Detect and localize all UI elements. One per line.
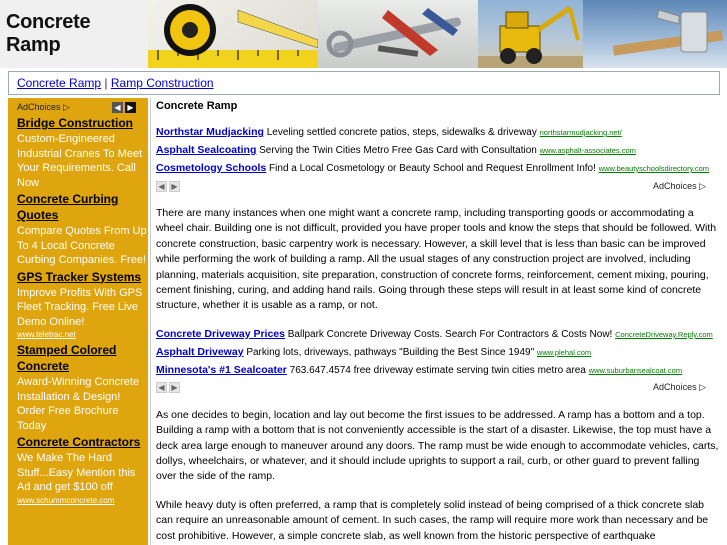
column-divider: [150, 98, 151, 545]
tape-measure-image: [148, 0, 318, 68]
sidebar-ad-text: Award-Winning Concrete Installation & Design! Order Free Brochure Today: [17, 376, 140, 432]
header: [0, 0, 727, 68]
sidebar-ad-url[interactable]: www.teletrac.net: [17, 330, 76, 339]
adchoices-bar: [17, 100, 148, 114]
ad-block-footer: [156, 179, 720, 193]
sidebar-ad-title[interactable]: Concrete Contractors: [17, 435, 141, 449]
sidebar-ad-1: [17, 115, 148, 190]
breadcrumb: [8, 71, 720, 95]
text-ad-url[interactable]: ConcreteDriveway.Reply.com: [615, 329, 713, 339]
wrench-tools-image: [318, 0, 478, 68]
text-ad-title[interactable]: Cosmetology Schools: [156, 162, 267, 174]
ad-nav: [156, 382, 180, 393]
article-paragraph: As one decides to begin, location and lay out become the first issues to be addressed. A ramp has a bottom and a top. Building a ramp with a bottom that is not conveniently accessible is the start of a disaster. Likewise, the top must have a deck area large enough to maneuver around any doors. The ramp must be wide enough to accommodate vehicles, carts, dollys, wheelchairs, or whatever, and it should include uprights to support a rail, curb, or other guard to prevent falling over the side of the ramp.: [156, 408, 719, 483]
text-ad: [156, 346, 720, 359]
text-ad: [156, 162, 720, 175]
text-ad-text: Find a Local Cosmetology or Beauty School and Request Enrollment Info!: [269, 163, 596, 174]
article-paragraph: There are many instances when one might want a concrete ramp, including transporting goods or accommodating a wheel chair. Building one is not difficult, provided you have proper tools and know the steps that should be followed. With concrete construction, basic carpentry work is necessary. However, a skill level that is less than basic can be improved while performing the work of building a ramp. All the usual stages of any construction project are involved, including planning, materials acquisition, site preparation, construction of concrete forms, reinforcement, cement mixing, pouring, cement finishing, curing, and adding hand rails. Going through these steps will result in at least some kind of concrete structure, whether it is usable as a ramp, or not.: [156, 207, 717, 312]
sidebar-ad-title[interactable]: Concrete Curbing Quotes: [17, 192, 119, 222]
text-ad-text: Parking lots, driveways, pathways "Building the Best Since 1949": [246, 346, 535, 358]
sidebar-ad-text: Compare Quotes From Up To 4 Local Concrete Curbing Companies. Free!: [17, 225, 147, 266]
hammer-image: [583, 0, 727, 68]
text-ad-text: Ballpark Concrete Driveway Costs. Search For Contractors & Costs Now!: [287, 328, 613, 340]
sidebar-ads: [8, 98, 148, 545]
breadcrumb-home-link[interactable]: Concrete Ramp: [17, 76, 102, 90]
ad-next-icon[interactable]: ▶: [169, 181, 180, 192]
text-ad-text: 763.647.4574 free driveway estimate serving twin cities metro area: [289, 364, 586, 376]
text-ad-title[interactable]: Asphalt Driveway: [156, 345, 244, 358]
site-title[interactable]: Concrete Ramp: [0, 0, 148, 68]
adchoices-label[interactable]: AdChoices ▷: [653, 382, 706, 393]
text-ad-title[interactable]: Northstar Mudjacking: [156, 126, 264, 138]
ad-prev-icon[interactable]: ◀: [156, 181, 167, 192]
sidebar-ad-4: [17, 342, 148, 433]
text-ad-title[interactable]: Minnesota's #1 Sealcoater: [156, 363, 287, 376]
sidebar-ad-title[interactable]: GPS Tracker Systems: [17, 269, 142, 284]
text-ad-title[interactable]: Concrete Driveway Prices: [156, 327, 285, 340]
sidebar-ad-3: [17, 269, 148, 341]
ad-nav: [112, 102, 136, 113]
text-ad-block-2: [156, 328, 720, 395]
ad-prev-icon[interactable]: ◀: [112, 102, 123, 113]
ad-next-icon[interactable]: ▶: [125, 102, 136, 113]
text-ad-text: Leveling settled concrete patios, steps, sidewalks & driveway: [266, 127, 537, 138]
adchoices-label[interactable]: AdChoices ▷: [653, 180, 706, 191]
text-ad: [156, 144, 720, 157]
text-ad-url[interactable]: northstarmudjacking.net/: [539, 128, 622, 137]
header-banner: [148, 0, 727, 68]
breadcrumb-separator: |: [104, 76, 108, 90]
ad-prev-icon[interactable]: ◀: [156, 382, 167, 393]
ad-nav: [156, 181, 180, 192]
sidebar-ad-text: We Make The Hard Stuff...Easy Mention this Ad and get $100 off: [17, 452, 136, 493]
text-ad-url[interactable]: www.plehal.com: [536, 347, 592, 357]
text-ad-text: Serving the Twin Cities Metro Free Gas Card with Consultation: [259, 145, 537, 156]
ad-next-icon[interactable]: ▶: [169, 382, 180, 393]
breadcrumb-current-link[interactable]: Ramp Construction: [110, 76, 214, 90]
page-title: Concrete Ramp: [156, 100, 238, 112]
text-ad-title[interactable]: Asphalt Sealcoating: [156, 144, 257, 156]
adchoices-label[interactable]: AdChoices ▷: [17, 101, 70, 112]
text-ad-url[interactable]: www.beautyschoolsdirectory.com: [598, 164, 710, 173]
sidebar-ad-title[interactable]: Bridge Construction: [17, 116, 133, 130]
sidebar-ad-url[interactable]: www.schummconcrete.com: [17, 495, 115, 505]
sidebar-ad-title[interactable]: Stamped Colored Concrete: [17, 343, 117, 373]
article-paragraph: While heavy duty is often preferred, a ramp that is completely solid instead of being comprised of a thick concrete slab can require an unreasonable amount of cement. In such cases, the ramp will require more work than necessary and be cost prohibitive. However, a simple concrete slab, as well known from the historic perspective of earthquake: [156, 498, 709, 542]
main-content: [156, 98, 720, 545]
sidebar-ad-text: Improve Profits With GPS Fleet Tracking. Free Live Demo Online!: [17, 286, 143, 328]
text-ad-url[interactable]: www.asphalt-associates.com: [539, 146, 636, 155]
sidebar-ad-2: [17, 191, 148, 268]
sidebar-ad-5: [17, 434, 148, 506]
sidebar-ad-text: Custom-Engineered Industrial Cranes To Meet Your Requirements. Call Now: [17, 133, 143, 189]
excavator-image: [478, 0, 583, 68]
text-ad: [156, 364, 720, 377]
text-ad: [156, 328, 720, 341]
ad-block-footer: [156, 381, 720, 395]
text-ad-url[interactable]: www.suburbansealcoat.com: [588, 365, 683, 375]
text-ad-block-1: [156, 126, 720, 193]
text-ad: [156, 126, 720, 139]
